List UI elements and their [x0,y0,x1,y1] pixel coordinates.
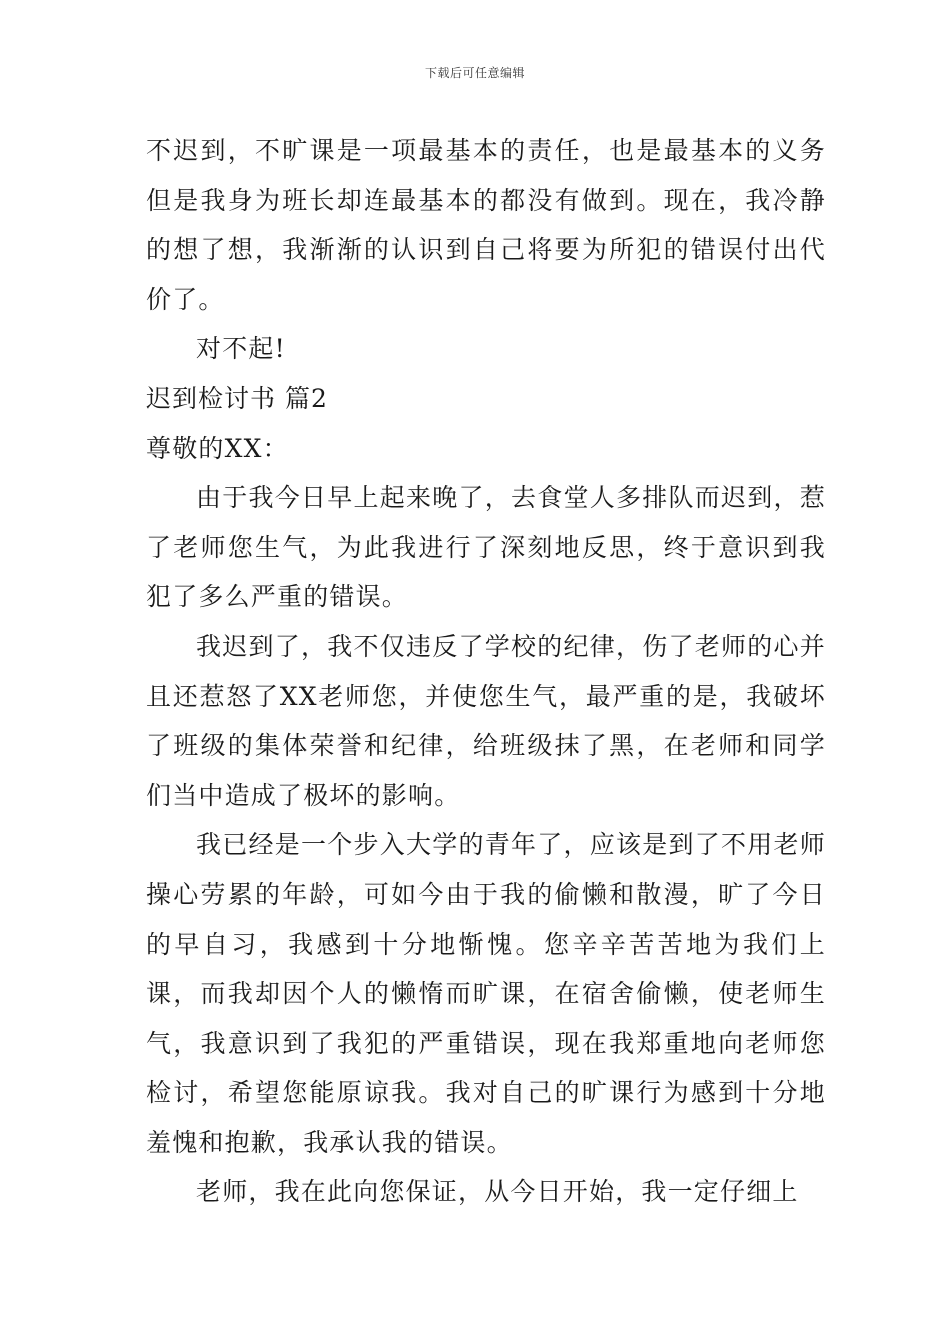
document-body [146,126,826,1217]
paragraph-reflection: 我已经是一个步入大学的青年了，应该是到了不用老师操心劳累的年龄，可如今由于我的偷懒和散漫，旷了今日的早自习，我感到十分地惭愧。您辛辛苦苦地为我们上课，而我却因个人的懒惰而旷课，在宿舍偷懒，使老师生气，我意识到了我犯的严重错误，现在我郑重地向老师您检讨，希望您能原谅我。我对自己的旷课行为感到十分地羞愧和抱歉，我承认我的错误。 [146,830,826,1157]
page-header: 下载后可任意编辑 [424,66,525,80]
section-heading: 迟到检讨书 篇2 [146,383,328,413]
paragraph-apology: 对不起! [196,334,286,364]
paragraph-continuation: 不迟到，不旷课是一项最基本的责任，也是最基本的义务但是我身为班长却连最基本的都没有做到。现在，我冷静的想了想，我渐渐的认识到自己将要为所犯的错误付出代价了。 [146,136,826,314]
paragraph-promise: 老师，我在此向您保证，从今日开始，我一定仔细上 [196,1177,799,1207]
paragraph-reason: 由于我今日早上起来晚了，去食堂人多排队而迟到，惹了老师您生气，为此我进行了深刻地反思，终于意识到我犯了多么严重的错误。 [146,483,826,612]
paragraph-consequence: 我迟到了，我不仅违反了学校的纪律，伤了老师的心并且还惹怒了XX老师您，并使您生气，最严重的是，我破坏了班级的集体荣誉和纪律，给班级抹了黑，在老师和同学们当中造成了极坏的影响。 [146,631,826,810]
salutation: 尊敬的XX： [146,433,289,463]
